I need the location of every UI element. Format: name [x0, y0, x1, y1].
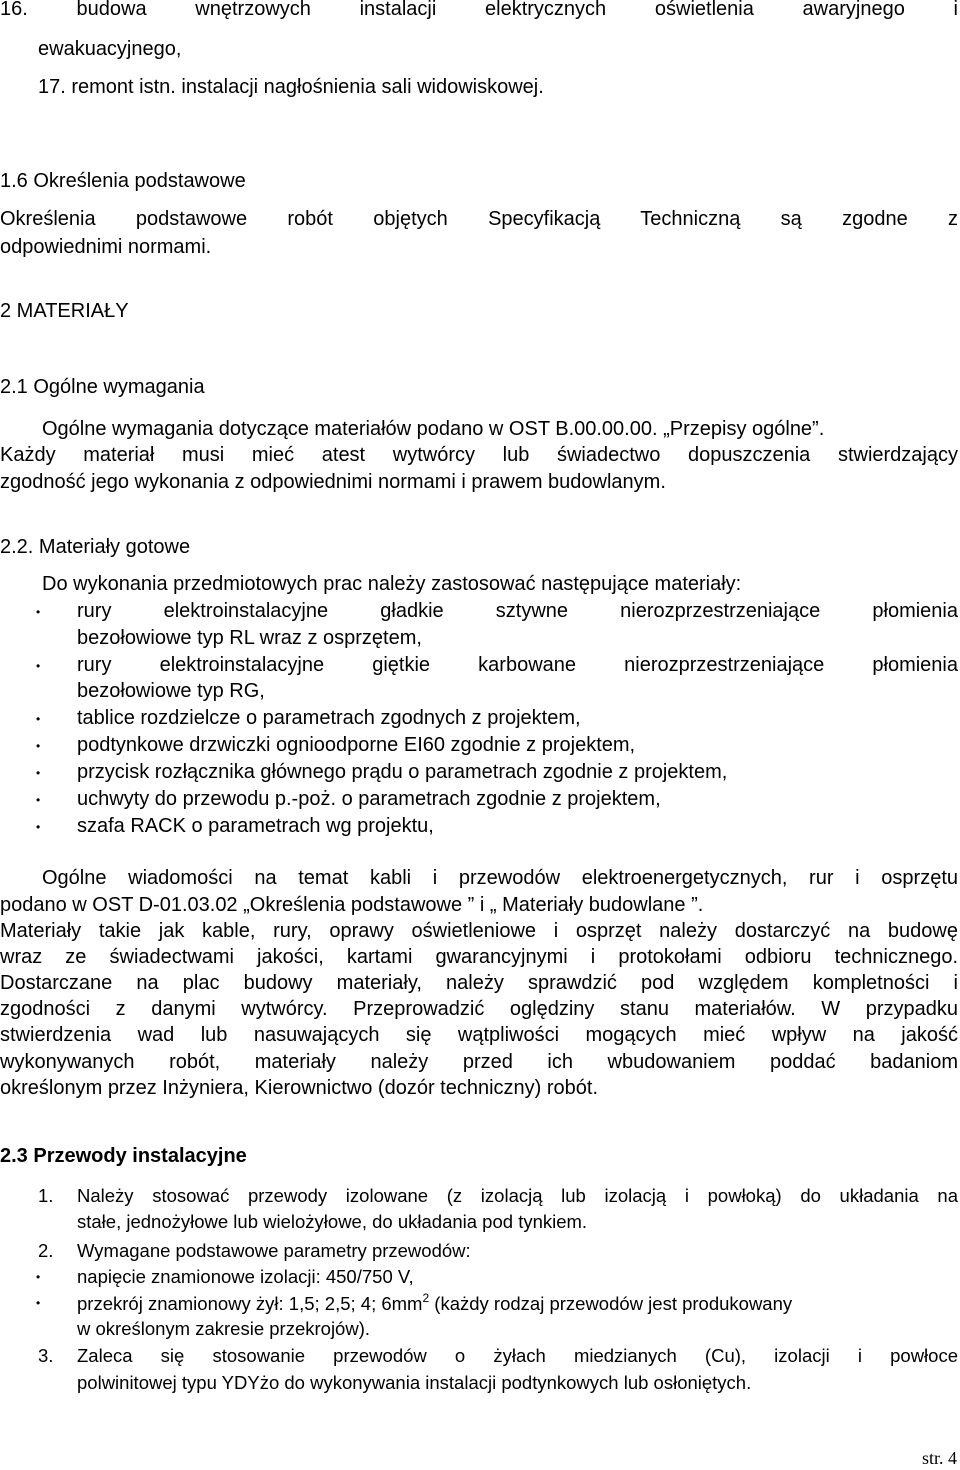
list-item: szafa RACK o parametrach wg projektu,	[77, 815, 434, 837]
page-number: str. 4	[921, 1448, 957, 1468]
list-item-17: 17. remont istn. instalacji nagłośnienia sali widowiskowej.	[38, 76, 544, 98]
list-item: Wymagane podstawowe parametry przewodów:	[77, 1240, 471, 1261]
list-number: 2.	[38, 1240, 54, 1261]
list-item-16: 16. budowa wnętrzowych instalacji elektrycznych oświetlenia awaryjnego i	[0, 0, 958, 20]
paragraph-line: wraz ze świadectwami jakości, kartami gwarancyjnymi i protokołami odbioru technicznego.	[0, 946, 958, 968]
bullet-icon: •	[36, 820, 41, 834]
section-heading-2-2: 2.2. Materiały gotowe	[0, 536, 191, 558]
paragraph-line: Ogólne wymagania dotyczące materiałów podano w OST B.00.00.00. „Przepisy ogólne”.	[42, 418, 825, 440]
paragraph-line: Ogólne wiadomości na temat kabli i przewodów elektroenergetycznych, rur i osprzętu	[42, 867, 958, 889]
list-item-16-cont: ewakuacyjnego,	[38, 38, 182, 60]
paragraph-line: odpowiednimi normami.	[0, 236, 212, 258]
paragraph-line: wykonywanych robót, materiały należy przed ich wbudowaniem poddać badaniom	[0, 1051, 958, 1073]
list-item-cont: polwinitowej typu YDYżo do wykonywania instalacji podtynkowych lub osłoniętych.	[77, 1372, 752, 1393]
paragraph-line: Materiały takie jak kable, rury, oprawy oświetleniowe i osprzęt należy dostarczyć na budowę	[0, 920, 958, 942]
bullet-icon: •	[36, 793, 41, 807]
bullet-icon: •	[36, 1296, 41, 1310]
section-heading-2: 2 MATERIAŁY	[0, 300, 129, 322]
paragraph-line: Dostarczane na plac budowy materiały, należy sprawdzić pod względem kompletności i	[0, 972, 958, 994]
list-item-cont: w określonym zakresie przekrojów).	[77, 1318, 371, 1339]
paragraph-line: Każdy materiał musi mieć atest wytwórcy lub świadectwo dopuszczenia stwierdzający	[0, 444, 958, 466]
list-number: 3.	[38, 1345, 54, 1366]
bullet-icon: •	[36, 605, 41, 619]
list-item	[77, 1291, 958, 1315]
bullet-icon: •	[36, 659, 41, 673]
paragraph-line: Określenia podstawowe robót objętych Specyfikacją Techniczną są zgodne z	[0, 208, 958, 230]
list-item-text: przekrój znamionowy żył: 1,5; 2,5; 4; 6mm	[77, 1293, 423, 1314]
list-item: napięcie znamionowe izolacji: 450/750 V,	[77, 1266, 414, 1287]
bullet-icon: •	[36, 739, 41, 753]
paragraph-line: podano w OST D-01.03.02 „Określenia podstawowe ” i „ Materiały budowlane ”.	[0, 894, 704, 916]
list-number: 1.	[38, 1185, 54, 1206]
section-heading-2-3: 2.3 Przewody instalacyjne	[0, 1145, 247, 1167]
list-item: Zaleca się stosowanie przewodów o żyłach miedzianych (Cu), izolacji i powłoce	[77, 1345, 958, 1366]
list-item: tablice rozdzielcze o parametrach zgodnych z projektem,	[77, 707, 581, 729]
list-item: rury elektroinstalacyjne gładkie sztywne nierozprzestrzeniające płomienia	[77, 600, 958, 622]
list-item: rury elektroinstalacyjne giętkie karbowane nierozprzestrzeniające płomienia	[77, 654, 958, 676]
list-item: przycisk rozłącznika głównego prądu o parametrach zgodnie z projektem,	[77, 761, 728, 783]
list-intro: Do wykonania przedmiotowych prac należy zastosować następujące materiały:	[42, 573, 742, 595]
bullet-icon: •	[36, 1270, 41, 1284]
paragraph-line: zgodności z danymi wytwórcy. Przeprowadzić oględziny stanu materiałów. W przypadku	[0, 998, 958, 1020]
list-item-cont: bezołowiowe typ RL wraz z osprzętem,	[77, 627, 422, 649]
section-heading-2-1: 2.1 Ogólne wymagania	[0, 376, 205, 398]
section-heading-1-6: 1.6 Określenia podstawowe	[0, 170, 246, 192]
paragraph-line: zgodność jego wykonania z odpowiednimi normami i prawem budowlanym.	[0, 471, 666, 493]
bullet-icon: •	[36, 766, 41, 780]
list-item: uchwyty do przewodu p.-poż. o parametrach zgodnie z projektem,	[77, 788, 661, 810]
bullet-icon: •	[36, 712, 41, 726]
superscript: 2	[422, 1291, 430, 1305]
paragraph-line: stwierdzenia wad lub nasuwających się wątpliwości mogących mieć wpływ na jakość	[0, 1024, 958, 1046]
paragraph-line: określonym przez Inżyniera, Kierownictwo (dozór techniczny) robót.	[0, 1077, 599, 1099]
list-item-cont: stałe, jednożyłowe lub wielożyłowe, do układania pod tynkiem.	[77, 1211, 588, 1232]
list-item: podtynkowe drzwiczki ognioodporne EI60 zgodnie z projektem,	[77, 734, 636, 756]
list-item-text: (każdy rodzaj przewodów jest produkowany	[429, 1293, 793, 1314]
list-item-cont: bezołowiowe typ RG,	[77, 680, 265, 702]
list-item: Należy stosować przewody izolowane (z izolacją lub izolacją i powłoką) do układania na	[77, 1185, 958, 1206]
